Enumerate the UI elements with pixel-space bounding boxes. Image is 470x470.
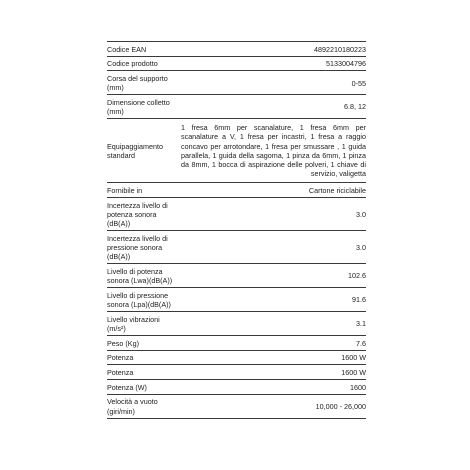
table-row [107, 288, 366, 312]
table-row [107, 312, 366, 336]
spec-label-sound-pressure-uncertainty: Incertezza livello di pressione sonora (dB(A)) [107, 233, 168, 262]
table-row [107, 380, 366, 395]
spec-value-weight: 7.6 [356, 338, 366, 348]
table-row [107, 119, 366, 183]
table-row [107, 264, 366, 288]
spec-label-weight: Peso (Kg) [107, 338, 139, 348]
spec-label-ean: Codice EAN [107, 44, 147, 54]
spec-label-power-w: Potenza (W) [107, 382, 147, 392]
spec-label-power-1: Potenza [107, 353, 134, 363]
spec-label-sound-power: Livello di potenza sonora (Lwa)(dB(A)) [107, 266, 173, 286]
spec-value-sound-power-uncertainty: 3.0 [356, 209, 366, 219]
spec-value-sound-pressure: 91.6 [352, 295, 366, 305]
table-row [107, 183, 366, 198]
spec-label-no-load-speed: Velocità a vuoto (giri/min) [107, 397, 158, 416]
spec-label-equipment: Equipaggiamento standard [107, 141, 163, 160]
spec-label-power-2: Potenza [107, 367, 134, 377]
table-row [107, 350, 366, 365]
spec-value-equipment: 1 fresa 6mm per scanalature, 1 fresa 6mm per scanalature a V, 1 fresa per incastri, 1 fresa a raggio concavo per arrotondare, 1 fresa per smussare , 1 guida parallela, 1 guida della sagoma, 1 pinza da 6mm, 1 pinza da 8mm, 1 bocca di aspirazione delle polveri, 1 chiave di servizio, valigetta [181, 123, 366, 179]
spec-label-collet-size: Dimensione colletto (mm) [107, 97, 170, 117]
spec-label-packaging: Fornibile in [107, 185, 143, 195]
spec-label-sound-pressure: Livello di pressione sonora (Lpa)(dB(A)) [107, 290, 171, 309]
spec-label-vibration: Livello vibrazioni (m/s²) [107, 314, 160, 333]
spec-value-collet-size: 6.8, 12 [344, 102, 366, 112]
spec-label-stroke: Corsa del supporto (mm) [107, 73, 168, 93]
table-row [107, 394, 366, 418]
spec-sheet [107, 41, 366, 419]
spec-label-product-code: Codice prodotto [107, 59, 158, 69]
spec-table [107, 41, 366, 419]
spec-value-sound-power: 102.6 [348, 271, 366, 281]
table-row [107, 231, 366, 264]
spec-value-sound-pressure-uncertainty: 3.0 [356, 242, 366, 252]
spec-label-sound-power-uncertainty: Incertezza livello di potenza sonora (dB(A)) [107, 200, 168, 229]
table-row [107, 95, 366, 119]
table-row [107, 365, 366, 380]
spec-value-no-load-speed: 10,000 - 26,000 [315, 401, 366, 411]
table-row [107, 336, 366, 351]
spec-value-power-1: 1600 W [341, 353, 366, 363]
spec-value-stroke: 0-55 [351, 78, 366, 88]
table-row [107, 198, 366, 231]
spec-value-vibration: 3.1 [356, 319, 366, 329]
spec-value-packaging: Cartone riciclabile [308, 185, 366, 195]
spec-value-power-2: 1600 W [341, 367, 366, 377]
spec-value-product-code: 5133004796 [326, 59, 366, 69]
table-row [107, 71, 366, 95]
spec-value-ean: 4892210180223 [314, 44, 366, 54]
table-row [107, 56, 366, 71]
spec-value-power-w: 1600 [350, 382, 366, 392]
table-row [107, 42, 366, 57]
